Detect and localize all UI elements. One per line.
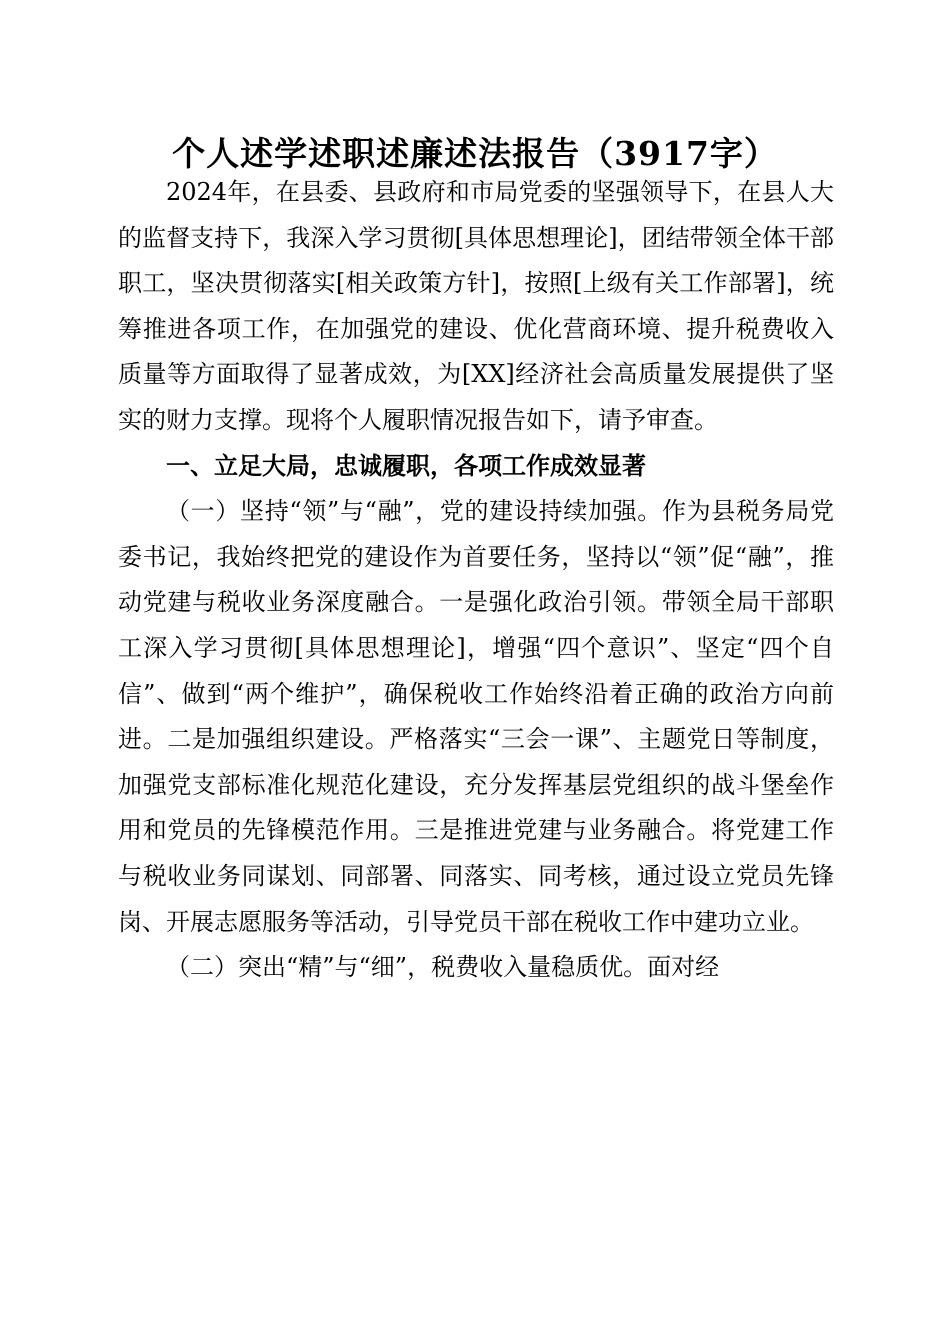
document-title: 个人述学述职述廉述法报告（3917字）: [172, 134, 778, 173]
section-heading: 一、立足大局，忠诚履职，各项工作成效显著: [166, 451, 646, 480]
party-building-paragraph: （一）坚持“领”与“融”，党的建设持续加强。作为县税务局党委书记，我始终把党的建设作为首要任务，坚持以“领”促“融”，推动党建与税收业务深度融合。一是强化政治引领。带领全局干部职工深入学习贯彻[具体思想理论]，增强“四个意识”、坚定“四个自信”、做到“两个维护”，确保税收工作始终沿着正确的政治方向前进。二是加强组织建设。严格落实“三会一课”、主题党日等制度，加强党支部标准化规范化建设，充分发挥基层党组织的战斗堡垒作用和党员的先锋模范作用。三是推进党建与业务融合。将党建工作与税收业务同谋划、同部署、同落实、同考核，通过设立党员先锋岗、开展志愿服务等活动，引导党员干部在税收工作中建功立业。: [118, 497, 834, 936]
document-body: [118, 170, 834, 991]
intro-paragraph: 2024年，在县委、县政府和市局党委的坚强领导下，在县人大的监督支持下，我深入学习贯彻[具体思想理论]，团结带领全体干部职工，坚决贯彻落实[相关政策方针]，按照[上级有关工作部署]，统筹推进各项工作，在加强党的建设、优化营商环境、提升税费收入质量等方面取得了显著成效，为[XX]经济社会高质量发展提供了坚实的财力支撑。现将个人履职情况报告如下，请予审查。: [118, 178, 834, 434]
tax-revenue-paragraph: （二）突出“精”与“细”，税费收入量稳质优。面对经: [166, 953, 720, 982]
